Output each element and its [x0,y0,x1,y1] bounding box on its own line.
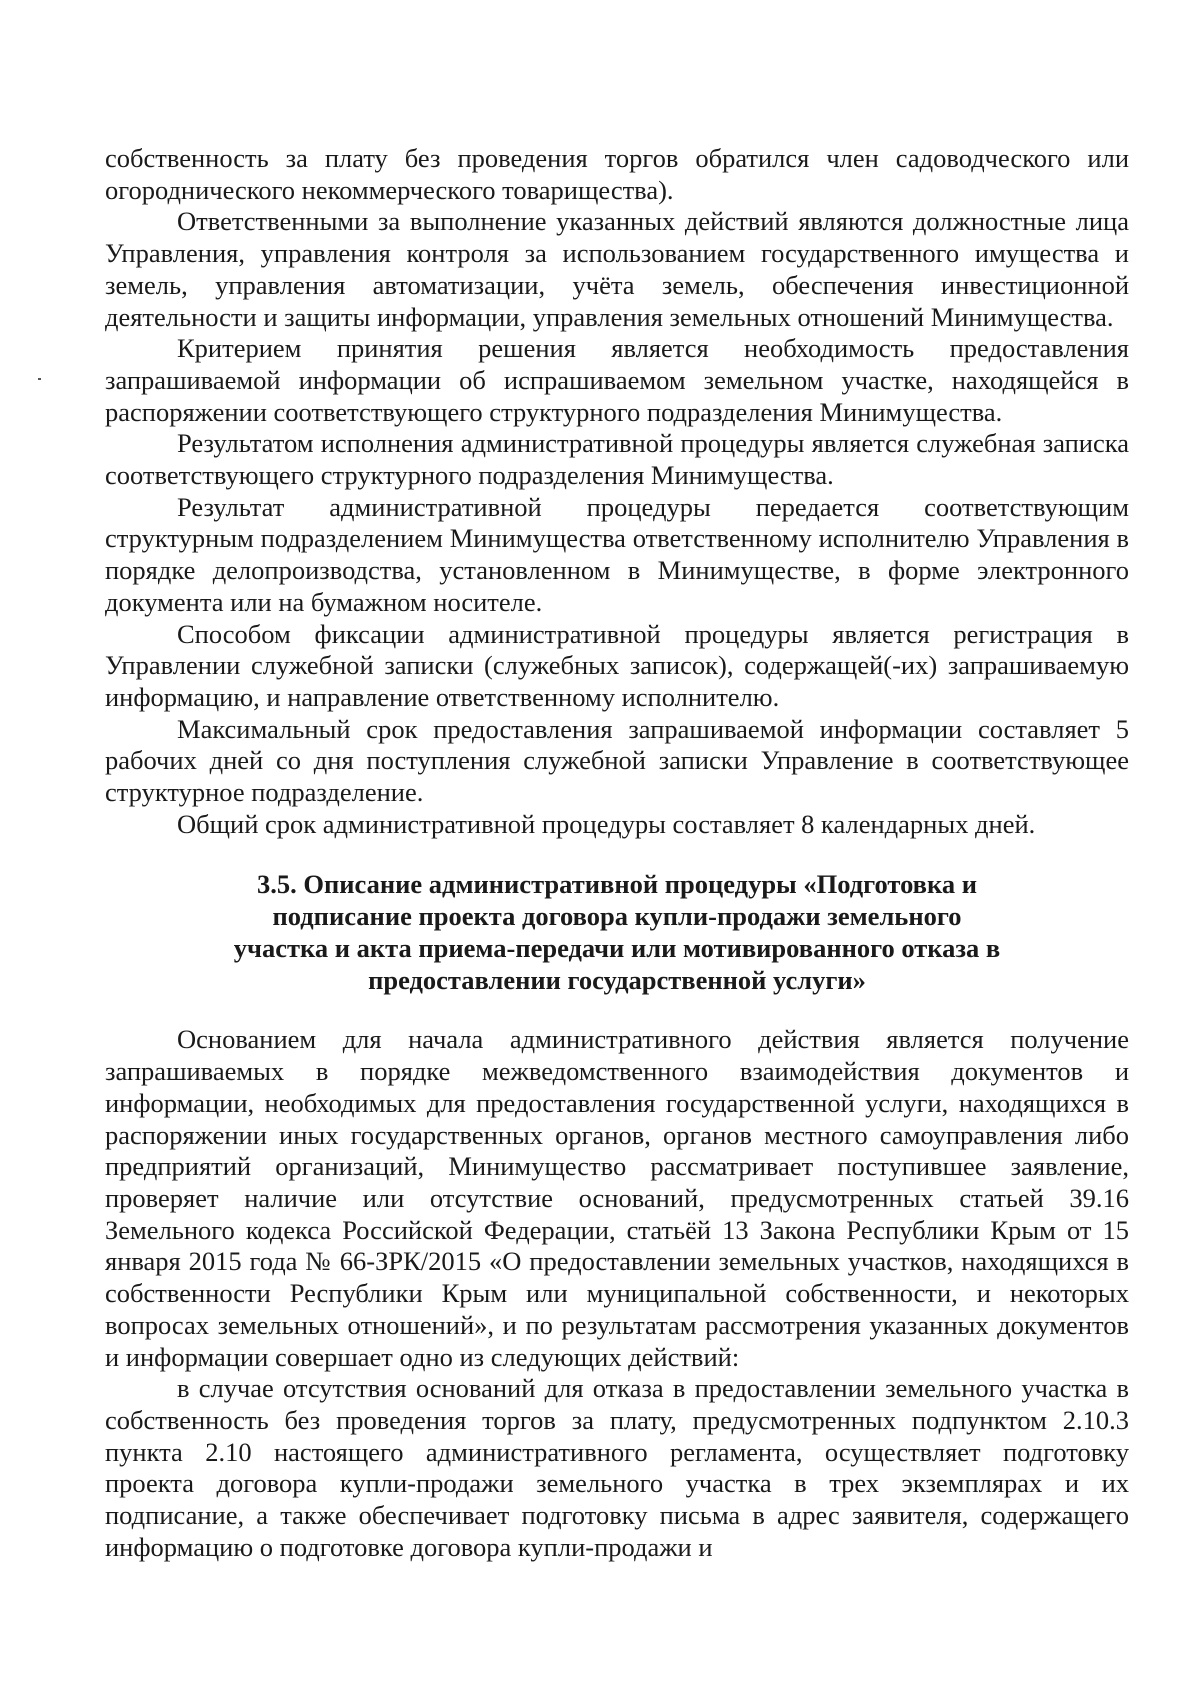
section-heading-line: подписание проекта договора купли-продажи земельного [272,901,962,932]
paragraph-no-refusal-grounds: в случае отсутствия оснований для отказа в предоставлении земельного участка в собственность без проведения торгов за плату, предусмотренных подпунктом 2.10.3 пункта 2.10 настоящего административного регламента, осуществляет подготовку проекта договора купли-продажи земельного участка в трех экземплярах и их подписание, а также обеспечивает подготовку письма в адрес заявителя, содержащего информацию о подготовке договора купли-продажи и [105,1373,1129,1562]
scan-artifact [38,378,41,380]
paragraph-continuation: собственность за плату без проведения торгов обратился член садоводческого или огороднического некоммерческого товарищества). [105,143,1129,205]
paragraph-result-transfer: Результат административной процедуры передается соответствующим структурным подразделением Минимущества ответственному исполнителю Управления в порядке делопроизводства, установленном в Минимуществе, в форме электронного документа или на бумажном носителе. [105,491,1129,617]
section-heading-line: 3.5. Описание административной процедуры «Подготовка и [257,869,977,900]
document-page [105,143,1129,1563]
section-heading [105,868,1129,996]
section-heading-line: участка и акта приема-передачи или мотивированного отказа в [233,933,1001,964]
section-heading-line: предоставлении государственной услуги» [368,965,866,996]
paragraph-fixation-method: Способом фиксации административной процедуры является регистрация в Управлении служебной записки (служебных записок), содержащей(-их) запрашиваемую информацию, и направление ответственному исполнителю. [105,618,1129,712]
paragraph-responsible-officials: Ответственными за выполнение указанных действий являются должностные лица Управления, управления контроля за использованием государственного имущества и земель, управления автоматизации, учёта земель, обеспечения инвестиционной деятельности и защиты информации, управления земельных отношений Минимущества. [105,206,1129,332]
paragraph-decision-criterion: Критерием принятия решения является необходимость предоставления запрашиваемой информации об испрашиваемом земельном участке, находящейся в распоряжении соответствующего структурного подразделения Минимущества. [105,333,1129,427]
paragraph-grounds-for-action: Основанием для начала административного действия является получение запрашиваемых в порядке межведомственного взаимодействия документов и информации, необходимых для предоставления государственной услуги, находящихся в распоряжении иных государственных органов, органов местного самоуправления либо предприятий организаций, Минимущество рассматривает поступившее заявление, проверяет наличие или отсутствие оснований, предусмотренных статьей 39.16 Земельного кодекса Российской Федерации, статьёй 13 Закона Республики Крым от 15 января 2015 года № 66-ЗРК/2015 «О предоставлении земельных участков, находящихся в собственности Республики Крым или муниципальной собственности, и некоторых вопросах земельных отношений», и по результатам рассмотрения указанных документов и информации совершает одно из следующих действий: [105,1024,1129,1372]
paragraph-procedure-result: Результатом исполнения административной процедуры является служебная записка соответствующего структурного подразделения Минимущества. [105,428,1129,491]
paragraph-max-term: Максимальный срок предоставления запрашиваемой информации составляет 5 рабочих дней со дня поступления служебной записки Управление в соответствующее структурное подразделение. [105,713,1129,808]
section-spacer [105,996,1129,1024]
paragraph-total-term: Общий срок административной процедуры составляет 8 календарных дней. [177,808,1036,839]
